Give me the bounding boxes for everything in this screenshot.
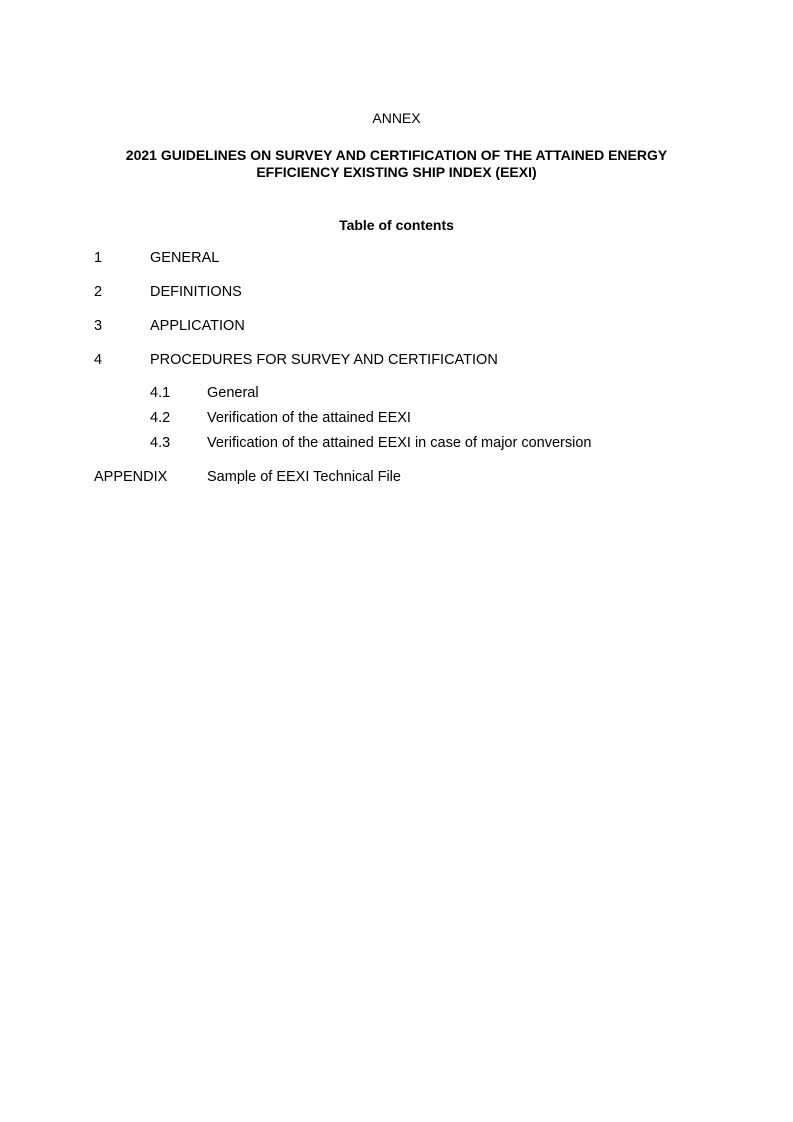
toc-entry-label: DEFINITIONS <box>150 284 242 300</box>
toc-subentry-verification <box>0 410 793 427</box>
toc-heading: Table of contents <box>339 217 454 233</box>
toc-subentry-label: Verification of the attained EEXI <box>207 410 411 426</box>
toc-entry-procedures <box>0 352 793 369</box>
toc-entry-appendix <box>0 469 793 486</box>
toc-entry-label: GENERAL <box>150 250 220 266</box>
toc-subentry-label: General <box>207 385 259 401</box>
toc-subentry-major-conversion <box>0 435 793 452</box>
toc-entry-definitions <box>0 284 793 301</box>
document-title <box>80 147 713 181</box>
toc-appendix-number: APPENDIX <box>94 469 168 485</box>
toc-subentry-number: 4.2 <box>150 410 171 426</box>
toc-entry-number: 3 <box>94 318 103 334</box>
toc-entry-general <box>0 250 793 267</box>
toc-subentry-number: 4.1 <box>150 385 171 401</box>
toc-entry-number: 2 <box>94 284 103 300</box>
toc-entry-application <box>0 318 793 335</box>
toc-entry-number: 4 <box>94 352 103 368</box>
toc-subentry-label: Verification of the attained EEXI in case of major conversion <box>207 435 592 451</box>
toc-appendix-label: Sample of EEXI Technical File <box>207 469 401 485</box>
toc-entry-number: 1 <box>94 250 103 266</box>
annex-label: ANNEX <box>372 110 421 126</box>
toc-subentry-general <box>0 385 793 402</box>
document-title-line-2: EFFICIENCY EXISTING SHIP INDEX (EEXI) <box>256 164 537 180</box>
document-title-line-1: 2021 GUIDELINES ON SURVEY AND CERTIFICATION OF THE ATTAINED ENERGY <box>125 147 668 163</box>
toc-subentry-number: 4.3 <box>150 435 171 451</box>
toc-entry-label: APPLICATION <box>150 318 245 334</box>
toc-entry-label: PROCEDURES FOR SURVEY AND CERTIFICATION <box>150 352 498 368</box>
